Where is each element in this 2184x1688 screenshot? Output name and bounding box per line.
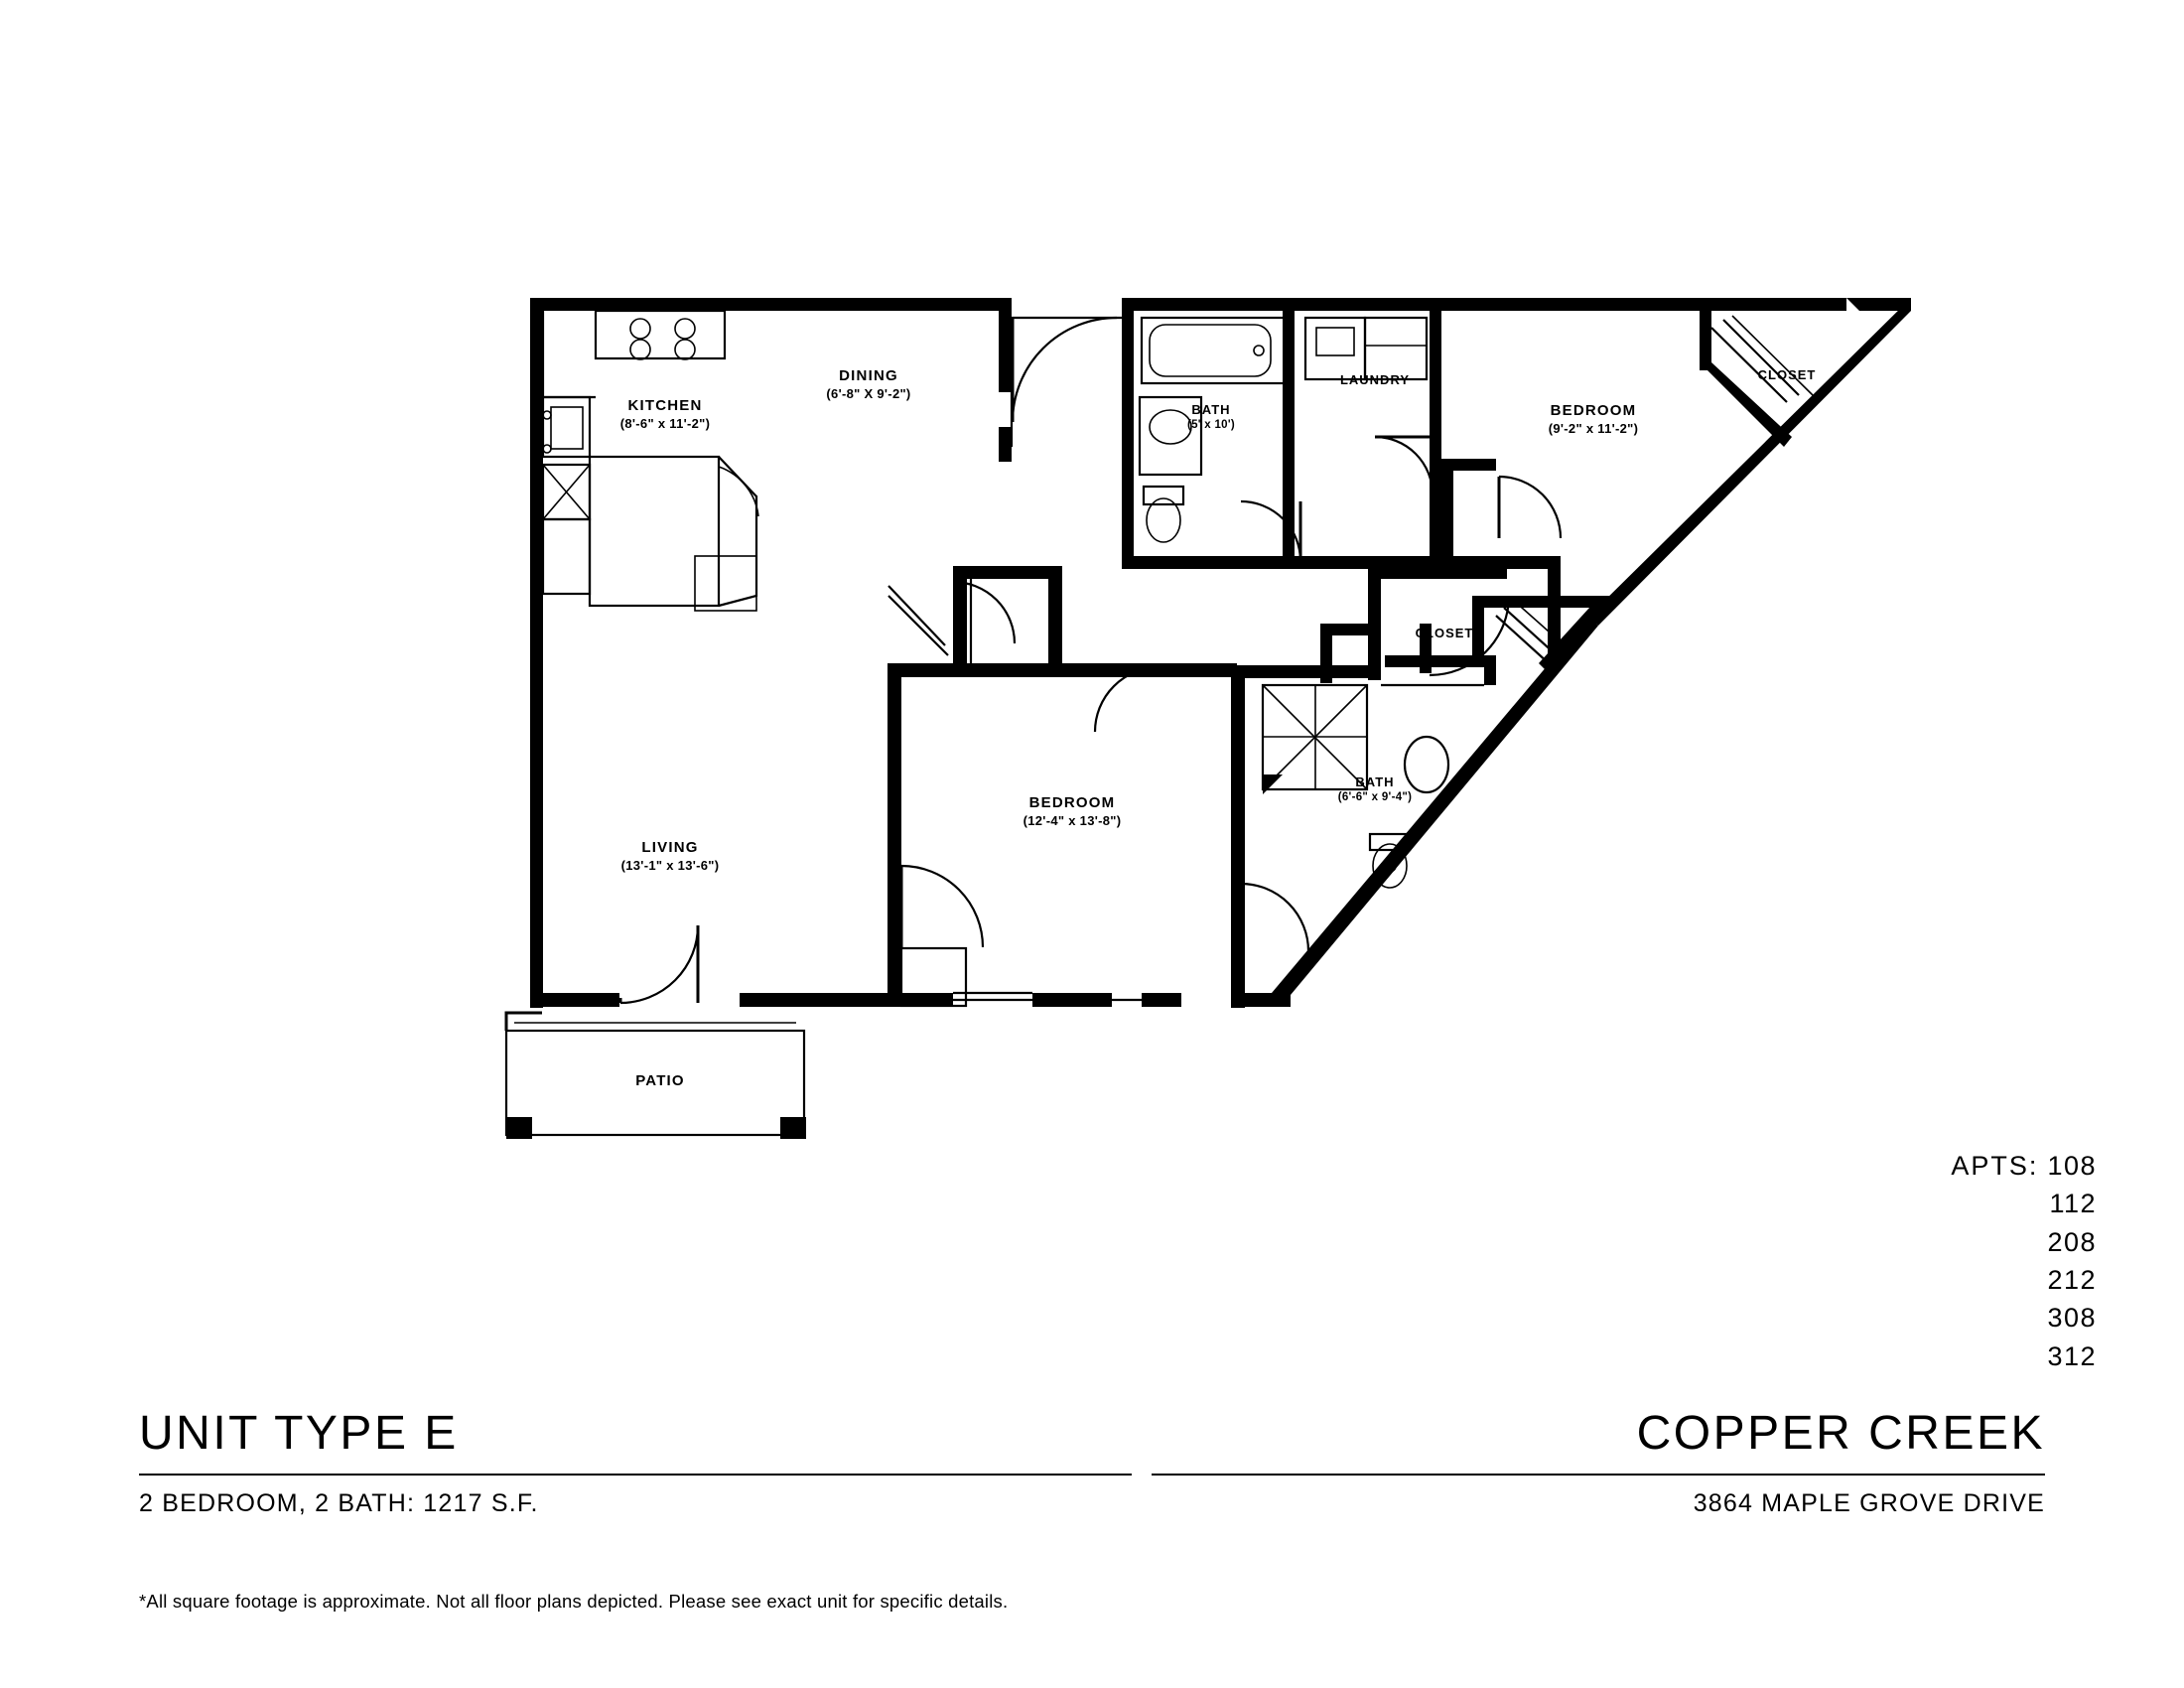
unit-subtitle: 2 BEDROOM, 2 BATH: 1217 S.F. [139, 1489, 539, 1517]
apt-number-1: 112 [2049, 1189, 2097, 1219]
apt-number-2: 208 [2047, 1226, 2097, 1257]
room-label-kitchen: KITCHEN (8'-6" x 11'-2") [619, 397, 711, 431]
laundry-fixtures [1305, 318, 1427, 379]
room-label-living: LIVING (13'-1" x 13'-6") [620, 839, 720, 873]
room-label-bath-2: BATH (6'-6" x 9'-4") [1337, 774, 1413, 804]
sheet-footer [0, 1407, 2184, 1688]
apartment-number-row [1951, 1147, 2097, 1185]
footer-divider-right [1152, 1474, 2045, 1476]
disclaimer-text: *All square footage is approximate. Not all floor plans depicted. Please see exact unit for specific details. [139, 1591, 1009, 1612]
unit-type-title: UNIT TYPE E [139, 1407, 459, 1460]
unit-info-block [139, 1407, 1132, 1518]
room-label-closet-2: CLOSET [1415, 626, 1474, 640]
property-info-block [1152, 1407, 2045, 1518]
room-label-bath-1: BATH (5' x 10') [1186, 402, 1236, 432]
room-label-bedroom-1: BEDROOM (12'-4" x 13'-8") [1023, 794, 1122, 828]
room-label-laundry: LAUNDRY [1339, 372, 1411, 387]
apt-number-3: 212 [2047, 1264, 2097, 1295]
footer-divider-left [139, 1474, 1132, 1476]
kitchen-fixtures [543, 311, 758, 611]
room-label-closet-1: CLOSET [1757, 367, 1817, 382]
property-address: 3864 MAPLE GROVE DRIVE [1693, 1489, 2045, 1517]
room-label-bedroom-2: BEDROOM (9'-2" x 11'-2") [1548, 402, 1639, 436]
apt-number-0: 108 [2047, 1151, 2097, 1181]
apt-number-5: 312 [2047, 1340, 2097, 1371]
room-label-dining: DINING (6'-8" X 9'-2") [826, 367, 911, 401]
apts-label: APTS: [1951, 1151, 2039, 1181]
room-label-patio: PATIO [635, 1072, 685, 1089]
apartment-numbers-list [1951, 1147, 2097, 1375]
apt-number-4: 308 [2047, 1303, 2097, 1334]
property-title: COPPER CREEK [1636, 1407, 2045, 1460]
